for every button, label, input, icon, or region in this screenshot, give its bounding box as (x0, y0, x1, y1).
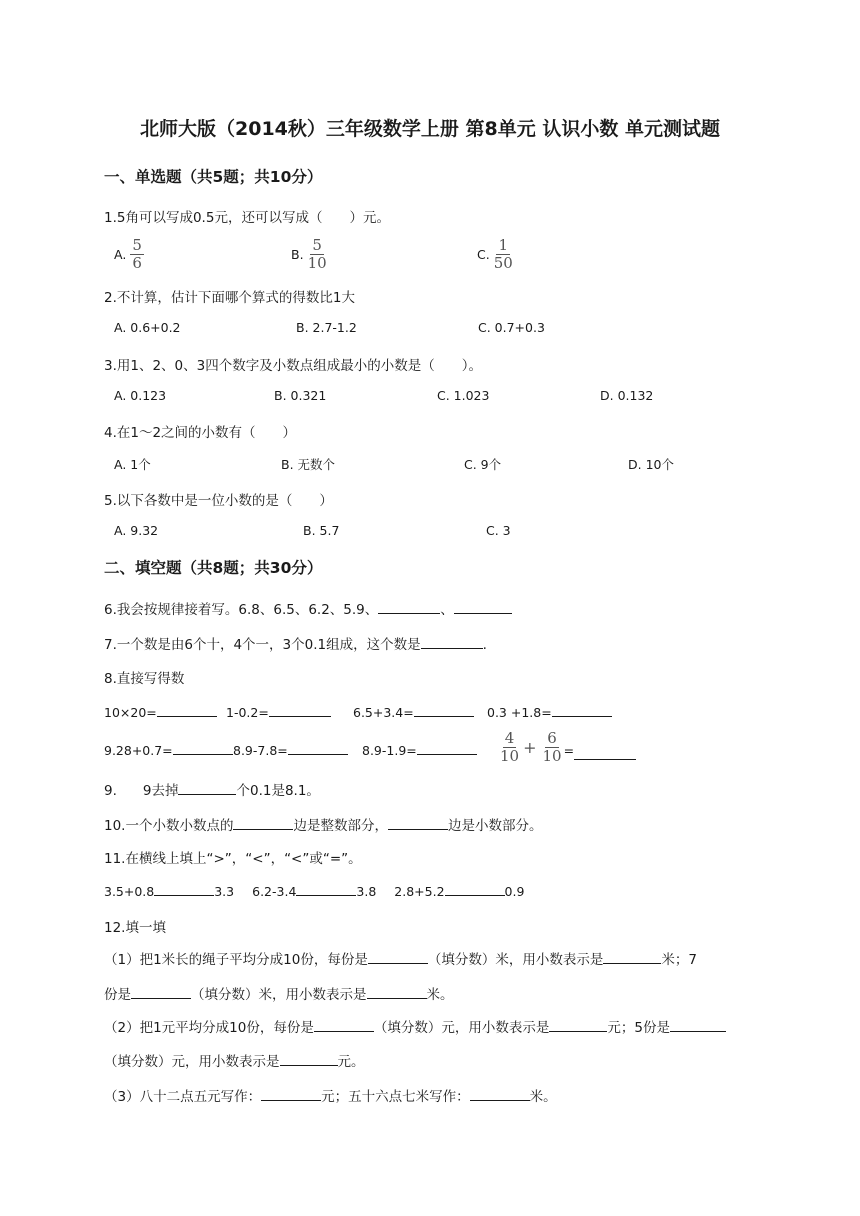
comparison-left: 2.8+5.2 (394, 884, 445, 899)
question-12-text: 米；7 (661, 952, 697, 968)
question-10-text-end: 边是小数部分。 (447, 818, 543, 834)
question-5-option-c[interactable]: C. 3 (486, 523, 511, 538)
answer-blank[interactable] (314, 1018, 374, 1032)
question-3-text: 3.用1、2、0、3四个数字及小数点组成最小的小数是（ ）。 (104, 358, 482, 374)
question-8-row-1 (104, 703, 217, 720)
answer-blank[interactable] (367, 985, 427, 999)
answer-blank[interactable] (417, 741, 477, 755)
question-4-option-b[interactable]: B. 无数个 (281, 457, 336, 472)
question-12-line-2 (104, 983, 454, 1003)
option-label: B. (291, 247, 304, 262)
question-12-text: （填分数）米，用小数表示是 (191, 987, 367, 1003)
answer-blank[interactable] (378, 600, 440, 614)
answer-blank[interactable] (154, 882, 214, 896)
question-12-text: 元；五十六点七米写作： (321, 1089, 470, 1105)
answer-blank[interactable] (421, 635, 483, 649)
question-8-row-1-item-2 (226, 703, 331, 720)
question-4-option-c[interactable]: C. 9个 (464, 457, 502, 472)
option-label: A. (114, 247, 127, 262)
question-12-text: 元；5份是 (607, 1020, 670, 1036)
fraction-denominator: 10 (307, 254, 327, 272)
answer-blank[interactable] (552, 703, 612, 717)
question-10 (104, 814, 542, 834)
question-1-option-c[interactable] (477, 238, 513, 271)
expression: 9.28+0.7= (104, 743, 173, 758)
fraction-denominator: 10 (500, 747, 520, 765)
question-7-text: 7.一个数是由6个十，4个一，3个0.1组成，这个数是 (104, 637, 421, 653)
expression: 6.5+3.4= (353, 705, 414, 720)
question-7 (104, 633, 487, 653)
answer-blank[interactable] (173, 741, 233, 755)
question-2-option-a[interactable]: A. 0.6+0.2 (114, 320, 181, 335)
question-2-option-b[interactable]: B. 2.7-1.2 (296, 320, 357, 335)
answer-blank[interactable] (445, 882, 505, 896)
fraction-numerator: 4 (504, 729, 515, 747)
answer-blank[interactable] (269, 703, 331, 717)
fraction (543, 731, 562, 764)
question-12-text: （1）把1米长的绳子平均分成10份，每份是 (104, 952, 368, 968)
expression: 10×20= (104, 705, 157, 720)
question-8-row-2-item-2 (233, 741, 348, 758)
question-2-text: 2.不计算，估计下面哪个算式的得数比1大 (104, 290, 355, 306)
question-9-text-end: 个0.1是8.1。 (236, 783, 320, 799)
question-12-text: 元。 (337, 1054, 365, 1070)
question-4-option-d[interactable]: D. 10个 (628, 457, 674, 472)
question-3-option-a[interactable]: A. 0.123 (114, 388, 167, 403)
fraction (308, 238, 327, 271)
question-12-text: 12.填一填 (104, 920, 166, 936)
fraction-numerator: 5 (312, 236, 322, 254)
question-12-text: （2）把1元平均分成10份，每份是 (104, 1020, 314, 1036)
fraction-denominator: 10 (542, 747, 562, 765)
expression: 8.9-7.8= (233, 743, 288, 758)
question-8-text: 8.直接写得数 (104, 671, 185, 687)
question-11-text: 11.在横线上填上“>”，“<”，“<”或“=”。 (104, 851, 362, 867)
question-10-text: 10.一个小数小数点的 (104, 818, 234, 834)
comparison-left: 6.2-3.4 (252, 884, 297, 899)
section-heading-fill-in: 二、填空题（共8题；共30分） (104, 559, 323, 577)
question-9 (104, 779, 320, 799)
question-5-text: 5.以下各数中是一位小数的是（ ） (104, 493, 333, 509)
question-1-option-b[interactable] (291, 238, 327, 271)
question-12-text: （填分数）米，用小数表示是 (427, 952, 604, 968)
question-1-text: 1.5角可以写成0.5元，还可以写成（ ）元。 (104, 210, 390, 226)
question-12-line-4 (104, 1050, 365, 1070)
question-10-text-mid: 边是整数部分， (293, 818, 388, 834)
question-12-line-3 (104, 1016, 726, 1036)
expression: 1-0.2= (226, 705, 269, 720)
answer-blank[interactable] (233, 816, 293, 830)
question-3-option-c[interactable]: C. 1.023 (437, 388, 490, 403)
answer-blank[interactable] (288, 741, 348, 755)
plus-sign: + (523, 738, 537, 757)
answer-blank[interactable] (368, 950, 428, 964)
fraction (500, 731, 519, 764)
question-11-items (104, 882, 524, 899)
question-8-fraction-sum (498, 731, 636, 764)
fraction-denominator: 6 (132, 254, 142, 272)
answer-blank[interactable] (603, 950, 661, 964)
question-12-text: （填分数）元，用小数表示是 (373, 1020, 550, 1036)
question-3-option-d[interactable]: D. 0.132 (600, 388, 654, 403)
answer-blank[interactable] (670, 1018, 726, 1032)
fraction-numerator: 1 (498, 236, 509, 254)
expression: 0.3 +1.8= (487, 705, 552, 720)
question-2-option-c[interactable]: C. 0.7+0.3 (478, 320, 545, 335)
question-12-text: 份是 (104, 987, 131, 1003)
fraction (494, 238, 513, 271)
answer-blank[interactable] (549, 1018, 607, 1032)
page-title: 北师大版（2014秋）三年级数学上册 第8单元 认识小数 单元测试题 (140, 118, 720, 140)
question-5-option-b[interactable]: B. 5.7 (303, 523, 340, 538)
question-4-text: 4.在1～2之间的小数有（ ） (104, 425, 297, 441)
comparison-left: 3.5+0.8 (104, 884, 155, 899)
answer-blank[interactable] (178, 781, 236, 795)
answer-blank[interactable] (388, 816, 448, 830)
comparison-right: 3.3 (214, 884, 235, 899)
comparison-right: 0.9 (504, 884, 525, 899)
answer-blank[interactable] (454, 600, 512, 614)
question-12-line-5 (104, 1085, 557, 1105)
question-9-number: 9. (104, 783, 117, 799)
answer-blank[interactable] (131, 985, 191, 999)
answer-blank[interactable] (470, 1087, 530, 1101)
answer-blank[interactable] (280, 1052, 338, 1066)
question-1-option-a[interactable] (114, 238, 144, 271)
question-3-option-b[interactable]: B. 0.321 (274, 388, 327, 403)
question-12-text: （3）八十二点五元写作： (104, 1089, 262, 1105)
fraction (130, 238, 144, 271)
section-heading-single-choice: 一、单选题（共5题；共10分） (104, 168, 323, 186)
fraction-numerator: 5 (132, 236, 142, 254)
option-label: C. (477, 247, 490, 262)
question-4-option-a[interactable]: A. 1个 (114, 457, 151, 472)
question-12-text: 米。 (529, 1089, 557, 1105)
answer-blank[interactable] (414, 703, 474, 717)
separator: 、 (440, 602, 454, 618)
fraction-denominator: 50 (493, 254, 513, 272)
answer-blank[interactable] (157, 703, 217, 717)
question-6 (104, 598, 512, 618)
comparison-right: 3.8 (356, 884, 377, 899)
answer-blank[interactable] (296, 882, 356, 896)
equals-sign: = (563, 743, 575, 758)
question-12-text: 米。 (426, 987, 454, 1003)
question-8-row-1-item-3 (353, 703, 474, 720)
question-8-row-2-item-3 (362, 741, 477, 758)
answer-blank[interactable] (574, 746, 636, 760)
question-5-option-a[interactable]: A. 9.32 (114, 523, 159, 538)
answer-blank[interactable] (261, 1087, 321, 1101)
question-6-text: 6.我会按规律接着写。6.8、6.5、6.2、5.9、 (104, 602, 379, 618)
question-8-row-1-item-4 (487, 703, 612, 720)
question-8-row-2-item-1 (104, 741, 233, 758)
question-7-end: . (482, 637, 487, 653)
expression: 8.9-1.9= (362, 743, 417, 758)
fraction-numerator: 6 (547, 729, 557, 747)
question-12-line-1 (104, 948, 697, 968)
question-9-text: 9去掉 (142, 783, 179, 799)
question-12-text: （填分数）元，用小数表示是 (104, 1054, 280, 1070)
